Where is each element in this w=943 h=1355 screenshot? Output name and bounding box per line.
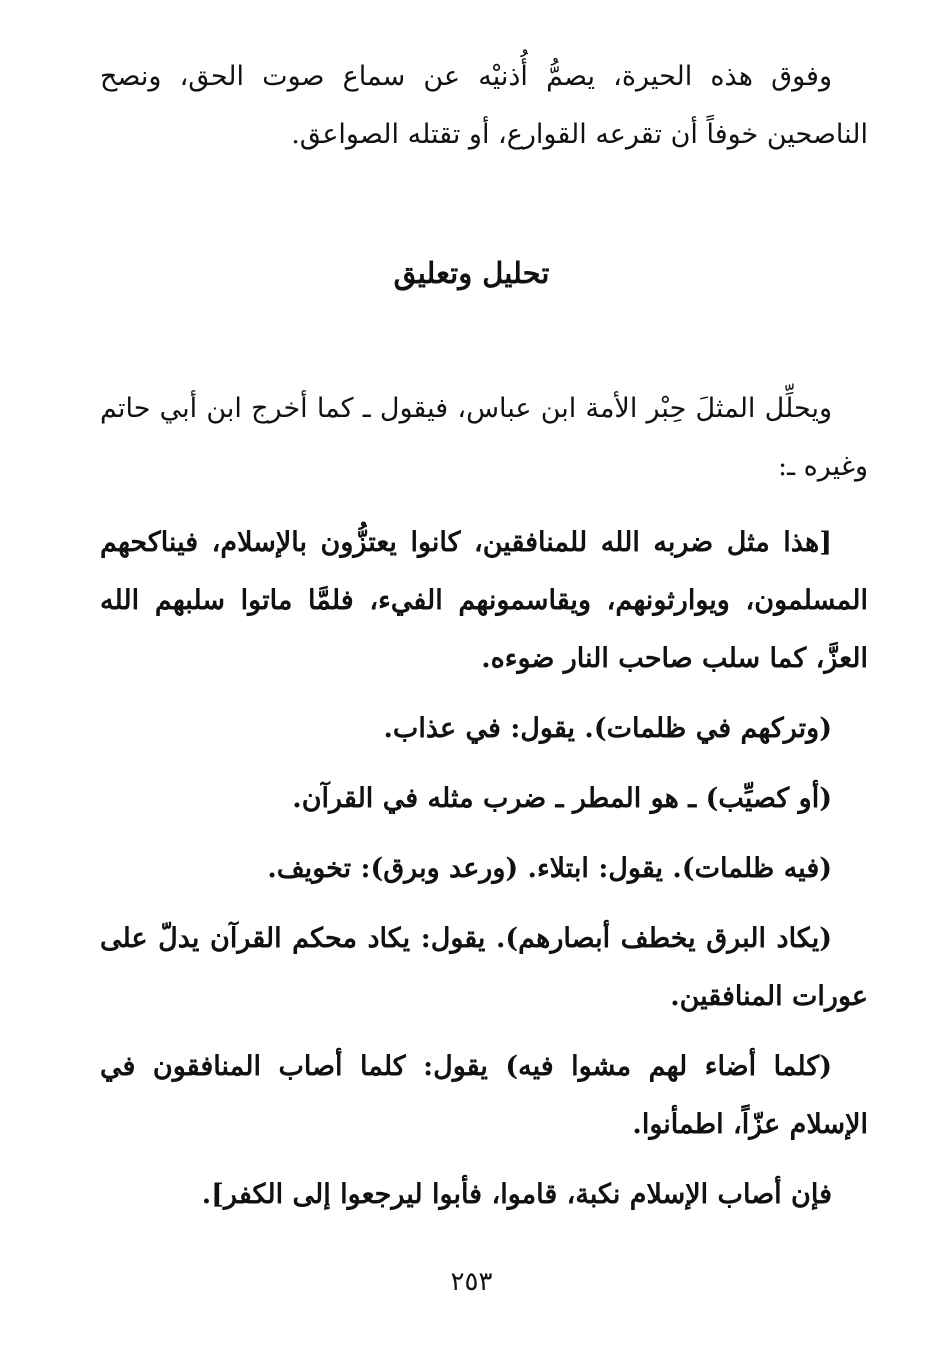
- section-heading: تحليل وتعليق: [393, 256, 550, 290]
- quote-paragraph: (كلما أضاء لهم مشوا فيه) يقول: كلما أصاب المنافقون في الإسلام عزّاً، اطمأنوا.: [100, 1051, 868, 1140]
- intro-paragraph: ويحلِّل المثلَ حِبْر الأمة ابن عباس، فيقول ـ كما أخرج ابن أبي حاتم وغيره ـ:: [100, 393, 868, 482]
- quote-paragraph: فإن أصاب الإسلام نكبة، قاموا، فأبوا ليرجعوا إلى الكفر].: [201, 1179, 832, 1210]
- top-paragraph: وفوق هذه الحيرة، يصمُّ أُذنيْه عن سماع صوت الحق، ونصح الناصحين خوفاً أن تقرعه القوارع، أو تقتله الصواعق.: [100, 61, 868, 150]
- quote-paragraph: (وتركهم في ظلمات). يقول: في عذاب.: [383, 713, 832, 744]
- quote-paragraph: (يكاد البرق يخطف أبصارهم). يقول: يكاد محكم القرآن يدلّ على عورات المنافقين.: [100, 923, 868, 1012]
- quote-paragraph: (أو كصيِّب) ـ هو المطر ـ ضرب مثله في القرآن.: [292, 783, 832, 814]
- quote-paragraph: [هذا مثل ضربه الله للمنافقين، كانوا يعتزُّون بالإسلام، فيناكحهم المسلمون، ويوارثونهم، ويقاسمونهم الفيء، فلمَّا ماتوا سلبهم الله العزَّ، كما سلب صاحب النار ضوءه.: [100, 527, 868, 674]
- quote-paragraph: (فيه ظلمات). يقول: ابتلاء. (ورعد وبرق): تخويف.: [267, 853, 832, 884]
- page-number: ٢٥٣: [450, 1267, 493, 1297]
- section-body: [100, 380, 868, 1236]
